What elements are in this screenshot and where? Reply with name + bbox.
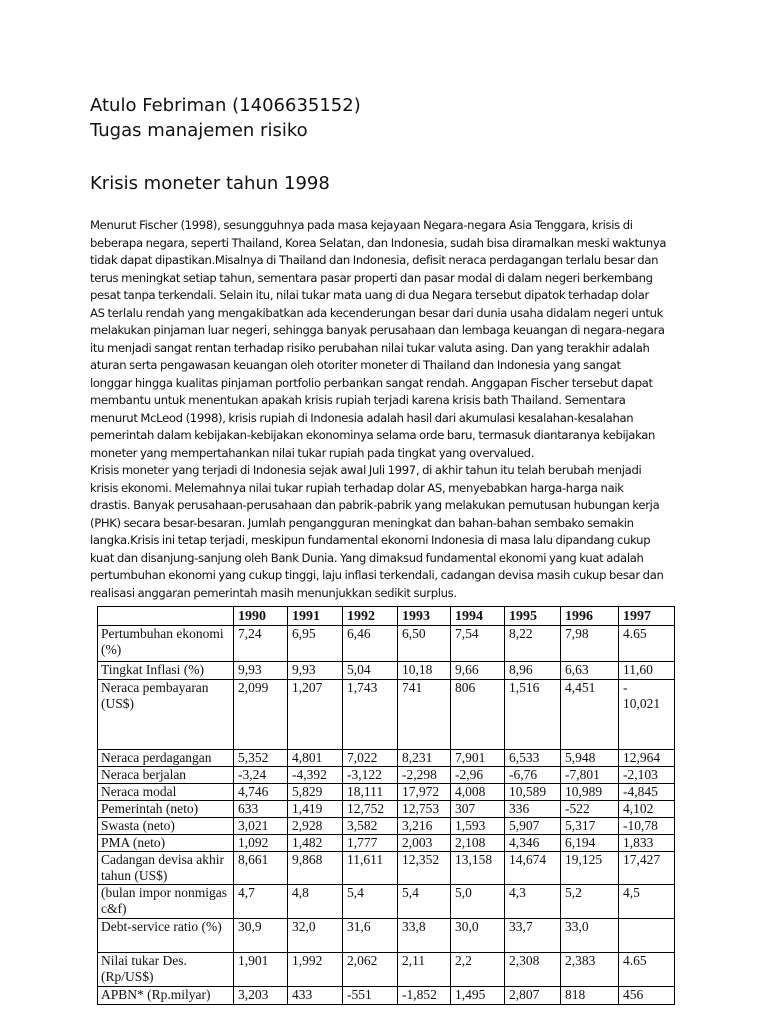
table-row xyxy=(98,852,675,885)
value-cell: 8,661 xyxy=(234,852,288,885)
paragraph-line: aturan serta pengawasan keuangan oleh otoriter moneter di Thailand dan Indonesia yang sangat xyxy=(90,358,621,372)
author-name: Atulo Febriman (1406635152) xyxy=(90,95,361,116)
table-header-row xyxy=(98,607,675,626)
table-row xyxy=(98,835,675,852)
paragraph-line: melakukan pinjaman luar negeri, sehingga banyak perusahaan dan lembaga keuangan di negara-negara xyxy=(90,323,665,337)
course-name: Tugas manajemen risiko xyxy=(90,120,308,141)
value-cell: 9,868 xyxy=(288,852,343,885)
value-cell: 19,125 xyxy=(561,852,619,885)
value-cell: 1,482 xyxy=(288,835,343,852)
value-cell: 5,829 xyxy=(288,784,343,801)
row-label: Debt-service ratio (%) xyxy=(98,919,234,953)
header-label-cell xyxy=(98,607,234,626)
value-cell: 5,4 xyxy=(343,885,398,919)
value-cell: 2,383 xyxy=(561,953,619,987)
table-row xyxy=(98,987,675,1005)
value-cell: 3,216 xyxy=(398,818,451,835)
value-cell: 1,743 xyxy=(343,680,398,750)
year-header-1991: 1991 xyxy=(288,607,343,626)
value-cell: 1,901 xyxy=(234,953,288,987)
value-cell: 6,50 xyxy=(398,626,451,662)
value-cell: -551 xyxy=(343,987,398,1005)
value-cell: -1,852 xyxy=(398,987,451,1005)
paragraph-line: drastis. Banyak perusahaan-perusahaan dan pabrik-pabrik yang melakukan pemutusan hubungan kerja xyxy=(90,498,660,512)
value-cell: 9,93 xyxy=(288,662,343,680)
value-cell: 6,533 xyxy=(505,750,561,767)
row-label: Tingkat Inflasi (%) xyxy=(98,662,234,680)
value-cell: 4,3 xyxy=(505,885,561,919)
table-row xyxy=(98,818,675,835)
value-cell: 8,231 xyxy=(398,750,451,767)
value-cell: 2,928 xyxy=(288,818,343,835)
value-cell: - 10,021 xyxy=(619,680,675,750)
paragraph-line: langka.Krisis ini tetap terjadi, meskipun fundamental ekonomi Indonesia di masa lalu dipandang cukup xyxy=(90,533,651,547)
value-cell: 741 xyxy=(398,680,451,750)
value-cell: -2,103 xyxy=(619,767,675,784)
value-cell: 806 xyxy=(451,680,505,750)
value-cell: 2,308 xyxy=(505,953,561,987)
value-cell: -6,76 xyxy=(505,767,561,784)
value-cell: 30,0 xyxy=(451,919,505,953)
row-label: Pemerintah (neto) xyxy=(98,801,234,818)
value-cell: 7,022 xyxy=(343,750,398,767)
value-cell: 3,021 xyxy=(234,818,288,835)
value-cell: -3,24 xyxy=(234,767,288,784)
row-label: Pertumbuhan ekonomi (%) xyxy=(98,626,234,662)
value-cell: 2,099 xyxy=(234,680,288,750)
paragraph-line: beberapa negara, seperti Thailand, Korea Selatan, dan Indonesia, sudah bisa diramalkan meski waktunya xyxy=(90,235,667,250)
paragraph-line: kuat dan disanjung-sanjung oleh Bank Dunia. Yang dimaksud fundamental ekonomi yang kuat adalah xyxy=(90,550,644,565)
paragraph-line: pertumbuhan ekonomi yang cukup tinggi, laju inflasi terkendali, cadangan devisa masih cukup besar dan xyxy=(90,568,664,582)
table-row xyxy=(98,953,675,987)
value-cell: 6,194 xyxy=(561,835,619,852)
value-cell: 7,54 xyxy=(451,626,505,662)
table-row xyxy=(98,767,675,784)
document-title: Krisis moneter tahun 1998 xyxy=(90,173,330,194)
value-cell: 818 xyxy=(561,987,619,1005)
value-cell: 1,495 xyxy=(451,987,505,1005)
value-cell: 11,611 xyxy=(343,852,398,885)
value-cell: 8,22 xyxy=(505,626,561,662)
row-label: Neraca perdagangan xyxy=(98,750,234,767)
year-header-1997: 1997 xyxy=(619,607,675,626)
value-cell: 2,2 xyxy=(451,953,505,987)
row-label: Swasta (neto) xyxy=(98,818,234,835)
value-cell: -4,392 xyxy=(288,767,343,784)
value-cell: -3,122 xyxy=(343,767,398,784)
value-cell: 2,807 xyxy=(505,987,561,1005)
value-cell: 3,203 xyxy=(234,987,288,1005)
table-row xyxy=(98,784,675,801)
value-cell: 1,207 xyxy=(288,680,343,750)
value-cell: 30,9 xyxy=(234,919,288,953)
value-cell: 4,746 xyxy=(234,784,288,801)
paragraph-line: longgar hingga kualitas pinjaman portfolio perbankan sangat rendah. Anggapan Fischer tersebut dapat xyxy=(90,375,653,390)
value-cell: 5,352 xyxy=(234,750,288,767)
value-cell: 9,93 xyxy=(234,662,288,680)
paragraph-line: AS terlalu rendah yang mengakibatkan ada kecenderungan besar dari dunia usaha didalam negeri untuk xyxy=(90,305,664,320)
value-cell: 2,062 xyxy=(343,953,398,987)
value-cell: 5,948 xyxy=(561,750,619,767)
paragraph-line: membantu untuk menentukan apakah krisis rupiah terjadi karena krisis bath Thailand. Sementara xyxy=(90,393,626,407)
value-cell: 7,901 xyxy=(451,750,505,767)
value-cell: 2,108 xyxy=(451,835,505,852)
year-header-1994: 1994 xyxy=(451,607,505,626)
value-cell: 1,833 xyxy=(619,835,675,852)
value-cell: 4.65 xyxy=(619,953,675,987)
value-cell: 1,419 xyxy=(288,801,343,818)
value-cell: -7,801 xyxy=(561,767,619,784)
value-cell: 5,317 xyxy=(561,818,619,835)
value-cell: 456 xyxy=(619,987,675,1005)
value-cell: 633 xyxy=(234,801,288,818)
value-cell: 5,907 xyxy=(505,818,561,835)
year-header-1992: 1992 xyxy=(343,607,398,626)
value-cell: 4.65 xyxy=(619,626,675,662)
row-label: Neraca berjalan xyxy=(98,767,234,784)
value-cell: 31,6 xyxy=(343,919,398,953)
value-cell: 32,0 xyxy=(288,919,343,953)
value-cell: 17,427 xyxy=(619,852,675,885)
value-cell: 4,7 xyxy=(234,885,288,919)
value-cell: 13,158 xyxy=(451,852,505,885)
value-cell: 33,7 xyxy=(505,919,561,953)
value-cell: 1,092 xyxy=(234,835,288,852)
paragraph-line: pesat tanpa terkendali. Selain itu, nilai tukar mata uang di dua Negara tersebut dipatok terhadap dolar xyxy=(90,288,649,302)
paragraph-line: (PHK) secara besar-besaran. Jumlah pengangguran meningkat dan bahan-bahan sembako semakin xyxy=(90,515,634,530)
value-cell: 6,63 xyxy=(561,662,619,680)
table-row xyxy=(98,680,675,750)
paragraph-fischer xyxy=(90,217,690,462)
value-cell: 8,96 xyxy=(505,662,561,680)
value-cell: -2,96 xyxy=(451,767,505,784)
paragraph-line: tidak dapat dipastikan.Misalnya di Thailand dan Indonesia, defisit neraca perdagangan terlalu besar dan xyxy=(90,253,659,267)
value-cell: 12,964 xyxy=(619,750,675,767)
paragraph-krisis xyxy=(90,462,690,602)
table-row xyxy=(98,750,675,767)
value-cell: 18,111 xyxy=(343,784,398,801)
value-cell: -522 xyxy=(561,801,619,818)
row-label: Nilai tukar Des. (Rp/US$) xyxy=(98,953,234,987)
row-label: Neraca pembayaran (US$) xyxy=(98,680,234,750)
row-label: (bulan impor nonmigas c&f) xyxy=(98,885,234,919)
year-header-1993: 1993 xyxy=(398,607,451,626)
paragraph-line: pemerintah dalam kebijakan-kebijakan ekonominya selama orde baru, termasuk diantaranya kebijakan xyxy=(90,428,656,442)
value-cell: 4,008 xyxy=(451,784,505,801)
value-cell: 17,972 xyxy=(398,784,451,801)
value-cell: 1,992 xyxy=(288,953,343,987)
value-cell: 307 xyxy=(451,801,505,818)
value-cell: 4,8 xyxy=(288,885,343,919)
value-cell: 433 xyxy=(288,987,343,1005)
table-row xyxy=(98,662,675,680)
value-cell: 4,5 xyxy=(619,885,675,919)
table-row xyxy=(98,801,675,818)
paragraph-line: moneter yang mempertahankan nilai tukar rupiah pada tingkat yang overvalued. xyxy=(90,445,535,460)
table-row xyxy=(98,626,675,662)
table-row xyxy=(98,919,675,953)
value-cell: 7,24 xyxy=(234,626,288,662)
value-cell: 1,777 xyxy=(343,835,398,852)
value-cell: 6,95 xyxy=(288,626,343,662)
row-label: APBN* (Rp.milyar) xyxy=(98,987,234,1005)
row-label: Cadangan devisa akhir tahun (US$) xyxy=(98,852,234,885)
value-cell: 33,8 xyxy=(398,919,451,953)
row-label: PMA (neto) xyxy=(98,835,234,852)
value-cell: -2,298 xyxy=(398,767,451,784)
value-cell: 4,801 xyxy=(288,750,343,767)
year-header-1995: 1995 xyxy=(505,607,561,626)
paragraph-line: realisasi anggaran pemerintah masih menunjukkan sedikit surplus. xyxy=(90,585,457,600)
value-cell: 10,18 xyxy=(398,662,451,680)
paragraph-line: menurut McLeod (1998), krisis rupiah di Indonesia adalah hasil dari akumulasi kesalahan-kesalahan xyxy=(90,410,634,425)
paragraph-line: Menurut Fischer (1998), sesungguhnya pada masa kejayaan Negara-negara Asia Tenggara, krisis di xyxy=(90,218,633,232)
value-cell: 10,989 xyxy=(561,784,619,801)
value-cell xyxy=(619,919,675,953)
value-cell: 33,0 xyxy=(561,919,619,953)
value-cell: 9,66 xyxy=(451,662,505,680)
year-header-1996: 1996 xyxy=(561,607,619,626)
value-cell: 12,753 xyxy=(398,801,451,818)
paragraph-line: terus meningkat setiap tahun, sementara pasar properti dan pasar modal di dalam negeri berkembang xyxy=(90,270,653,285)
value-cell: 1,516 xyxy=(505,680,561,750)
value-cell: 2,11 xyxy=(398,953,451,987)
value-cell: 2,003 xyxy=(398,835,451,852)
paragraph-line: Krisis moneter yang terjadi di Indonesia sejak awal Juli 1997, di akhir tahun itu telah berubah menjadi xyxy=(90,463,642,477)
value-cell: 5,0 xyxy=(451,885,505,919)
value-cell: 11,60 xyxy=(619,662,675,680)
value-cell: 7,98 xyxy=(561,626,619,662)
value-cell: 12,352 xyxy=(398,852,451,885)
table-row xyxy=(98,885,675,919)
year-header-1990: 1990 xyxy=(234,607,288,626)
value-cell: 10,589 xyxy=(505,784,561,801)
value-cell: 5,4 xyxy=(398,885,451,919)
value-cell: -10,78 xyxy=(619,818,675,835)
value-cell: 3,582 xyxy=(343,818,398,835)
value-cell: 4,451 xyxy=(561,680,619,750)
value-cell: 14,674 xyxy=(505,852,561,885)
value-cell: -4,845 xyxy=(619,784,675,801)
row-label: Neraca modal xyxy=(98,784,234,801)
value-cell: 4,102 xyxy=(619,801,675,818)
paragraph-line: itu menjadi sangat rentan terhadap risiko perubahan nilai tukar valuta asing. Dan yang terakhir adalah xyxy=(90,340,650,355)
value-cell: 6,46 xyxy=(343,626,398,662)
value-cell: 4,346 xyxy=(505,835,561,852)
value-cell: 12,752 xyxy=(343,801,398,818)
value-cell: 336 xyxy=(505,801,561,818)
paragraph-line: krisis ekonomi. Melemahnya nilai tukar rupiah terhadap dolar AS, menyebabkan harga-harga naik xyxy=(90,480,624,495)
value-cell: 5,2 xyxy=(561,885,619,919)
economic-indicators-table xyxy=(97,606,675,1005)
value-cell: 5,04 xyxy=(343,662,398,680)
value-cell: 1,593 xyxy=(451,818,505,835)
